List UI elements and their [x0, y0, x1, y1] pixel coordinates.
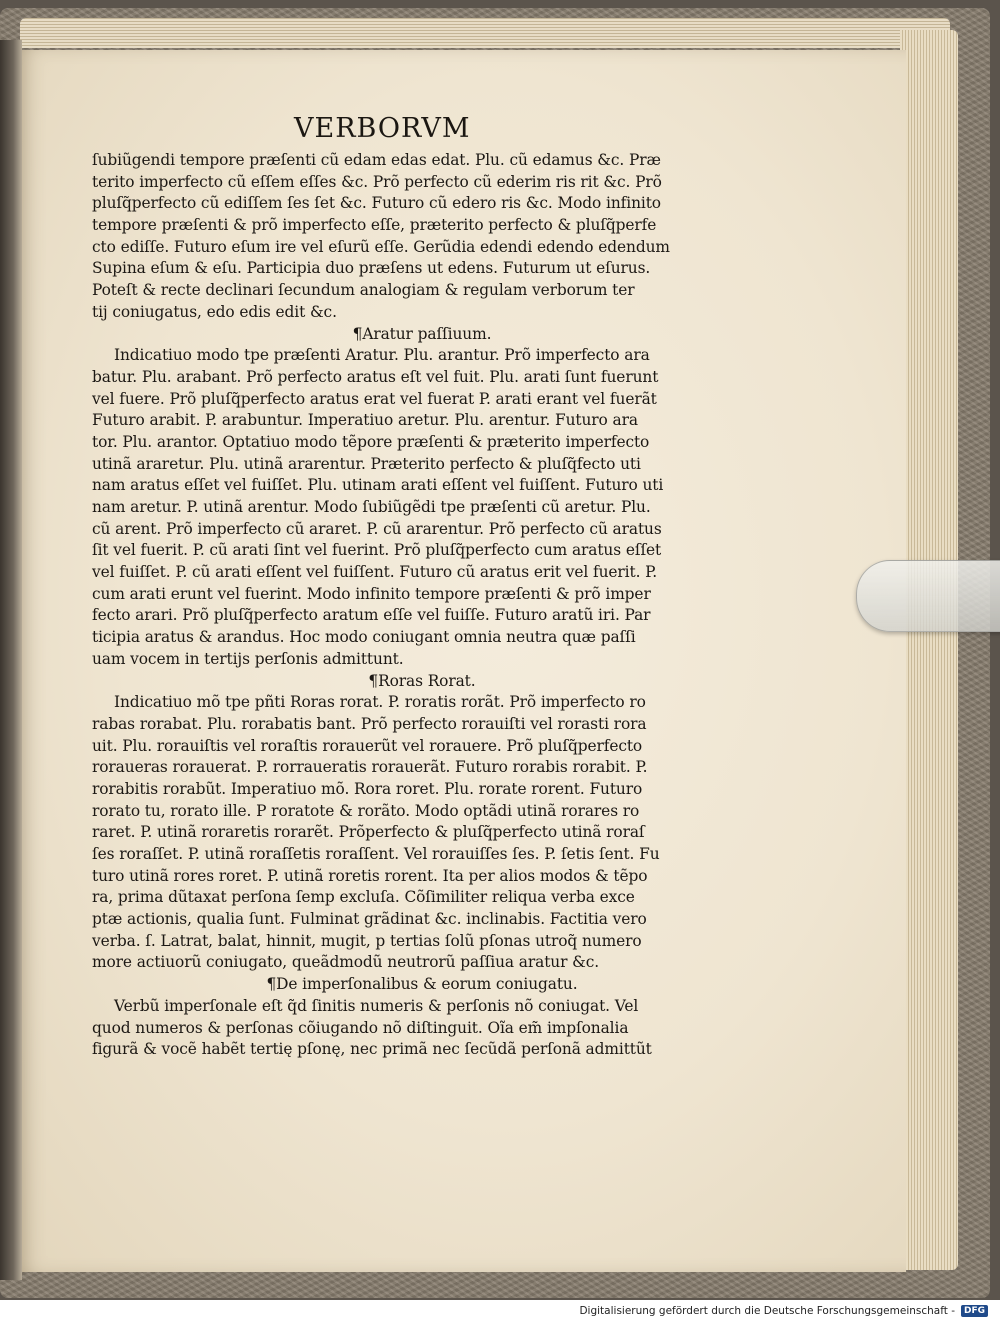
text-line: uam vocem in tertijs perſonis admittunt.: [92, 649, 404, 668]
page-top-edges: [20, 18, 950, 48]
text-line: tij coniugatus, edo edis edit &c.: [92, 302, 337, 321]
dfg-logo: DFG: [961, 1305, 988, 1317]
text-line: rorabitis rorabũt. Imperatiuo mõ. Rora roret. Plu. rorate rorent. Futuro: [92, 779, 643, 798]
text-line: rabas rorabat. Plu. rorabatis bant. Prõ perfecto rorauiſti vel rorasti rora: [92, 714, 647, 733]
text-line: Indicatiuo mõ tpe pñti Roras rorat. P. roratis rorãt. Prõ imperfecto ro: [114, 693, 646, 712]
text-line: more actiuorũ coniugato, queãdmodũ neutrorũ paſſiua aratur &c.: [92, 953, 600, 972]
text-line: ra, prima dũtaxat perſona ſemp excluſa. Cõſimiliter reliqua verba exce: [92, 888, 635, 907]
text-line: batur. Plu. arabant. Prõ perfecto aratus eſt vel fuit. Plu. arati ſunt fuerunt: [92, 367, 659, 386]
text-line: tempore præſenti & prõ imperfecto eſſe, præterito perfecto & pluſq̃perfe: [92, 216, 657, 235]
section-heading: ¶Roras Rorat.: [368, 671, 476, 690]
text-line: verba. ſ. Latrat, balat, hinnit, mugit, p tertias ſolũ pſonas utroq̃ numero: [92, 931, 642, 950]
text-line: vel fuere. Prõ pluſq̃perfecto aratus erat vel fuerat P. arati erant vel fuerãt: [92, 389, 657, 408]
digitization-credit: [579, 1302, 988, 1320]
bookmark-tab: [856, 560, 1000, 632]
section-heading: ¶De imperſonalibus & eorum coniugatu.: [266, 975, 578, 994]
section-heading: ¶Aratur paſſiuum.: [352, 324, 492, 343]
text-line: utinã araretur. Plu. utinã ararentur. Præterito perfecto & pluſq̃fecto uti: [92, 454, 641, 473]
text-line: ſes roraſſet. P. utinã roraſſetis roraſſent. Vel rorauiſſes ſes. P. ſetis ſent. Fu: [92, 845, 660, 863]
text-line: Poteſt & recte declinari ſecundum analogiam & regulam verborum ter: [92, 281, 635, 300]
text-line: Indicatiuo modo tpe præſenti Aratur. Plu. arantur. Prõ imperfecto ara: [114, 346, 650, 365]
text-line: roraueras rorauerat. P. rorraueratis rorauerãt. Futuro rorabis rorabit. P.: [92, 758, 648, 777]
credit-text: Digitalisierung gefördert durch die Deutsche Forschungsgemeinschaft -: [579, 1305, 955, 1317]
page-fore-edges: [900, 30, 958, 1270]
text-line: raret. P. utinã roraretis rorarẽt. Prõperfecto & pluſq̃perfecto utinã roraſ: [92, 823, 645, 842]
text-line: ticipia aratus & arandus. Hoc modo coniugant omnia neutra quæ paſſi: [92, 628, 636, 647]
text-line: Futuro arabit. P. arabuntur. Imperatiuo aretur. Plu. arentur. Futuro ara: [92, 411, 638, 430]
text-line: ptæ actionis, qualia ſunt. Fulminat grãdinat &c. inclinabis. Factitia vero: [92, 910, 647, 929]
text-line: cum arati erunt vel fuerint. Modo infinito tempore præſenti & prõ imper: [92, 584, 651, 603]
text-line: ſubiũgendi tempore præſenti cũ edam edas edat. Plu. cũ edamus &c. Præ: [92, 151, 661, 169]
text-line: fecto arari. Prõ pluſq̃perfecto aratum eſſe vel fuiſſe. Futuro aratũ iri. Par: [92, 606, 651, 625]
text-line: ſit vel fuerit. P. cũ arati ſint vel fuerint. Prõ pluſq̃perfecto cum aratus eſſet: [92, 541, 662, 560]
text-line: turo utinã rores roret. P. utinã roretis rorent. Ita per alios modos & tẽpo: [92, 866, 648, 885]
page-text-block: [92, 150, 712, 1061]
text-line: cto ediſſe. Futuro eſum ire vel eſurũ eſſe. Gerũdia edendi edendo edendum: [92, 237, 670, 256]
text-line: uit. Plu. rorauiſtis vel roraſtis rorauerũt vel rorauere. Prõ pluſq̃perfecto: [92, 736, 643, 755]
text-line: figurã & vocẽ habẽt tertię pſonę, nec primã nec ſecũdã perſonã admittũt: [92, 1040, 652, 1059]
book-gutter: [0, 40, 22, 1280]
text-line: quod numeros & perſonas cõiugando nõ diſtinguit. Oĩa em̃ impſonalia: [92, 1018, 629, 1037]
text-line: terito imperfecto cũ eſſem eſſes &c. Prõ perfecto cũ ederim ris rit &c. Prõ: [92, 172, 662, 191]
text-line: nam aretur. P. utinã arentur. Modo ſubiũgẽdi tpe præſenti cũ aretur. Plu.: [92, 498, 651, 516]
text-line: cũ arent. Prõ imperfecto cũ araret. P. cũ ararentur. Prõ perfecto cũ aratus: [92, 519, 662, 538]
text-line: vel fuiſſet. P. cũ arati eſſent vel fuiſſent. Futuro cũ aratus erit vel fuerit. P.: [92, 563, 658, 582]
text-line: nam aratus eſſet vel fuiſſet. Plu. utinam arati eſſent vel fuiſſent. Futuro uti: [92, 476, 664, 495]
text-line: pluſq̃perfecto cũ ediſſem ſes ſet &c. Futuro cũ edero ris &c. Modo infinito: [92, 194, 661, 213]
running-heading: VERBORVM: [294, 113, 471, 144]
text-line: Supina eſum & eſu. Participia duo præſens ut edens. Futurum ut eſurus.: [92, 259, 651, 278]
text-line: tor. Plu. arantor. Optatiuo modo tẽpore præſenti & præterito imperfecto: [92, 432, 650, 451]
text-line: rorato tu, rorato ille. P roratote & rorãto. Modo optãdi utinã rorares ro: [92, 801, 640, 820]
text-line: Verbũ imperſonale eſt q̃d ſinitis numeris & perſonis nõ coniugat. Vel: [114, 996, 639, 1015]
